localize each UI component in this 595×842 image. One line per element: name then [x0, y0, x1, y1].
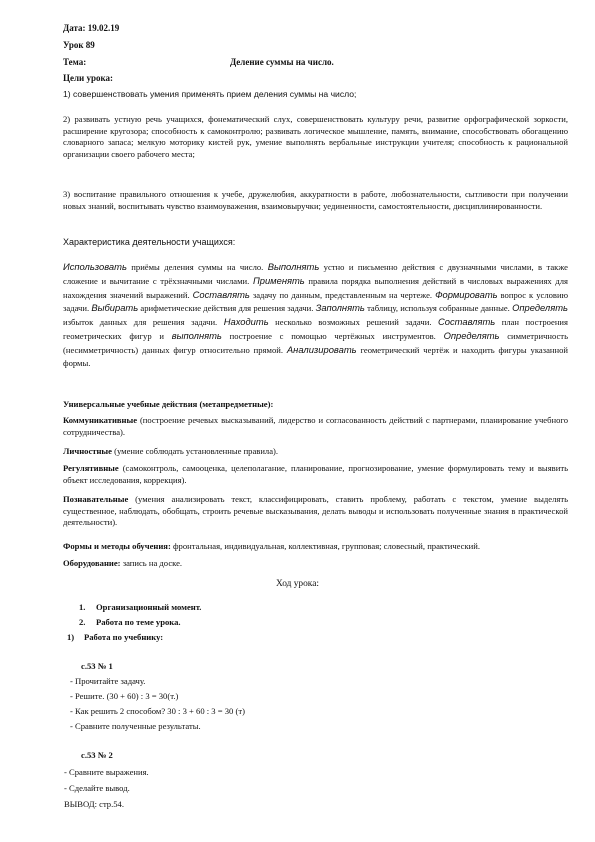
activity-block: [63, 260, 568, 369]
activity-verb: Использовать: [63, 261, 127, 272]
activity-segment: задачу по данным, представленным на чертеже.: [249, 289, 436, 300]
topic-label: Тема:: [63, 57, 87, 67]
forms-methods: [63, 541, 568, 553]
activity-segment: симметричность (несимметричность) данных фигур относительно прямой.: [63, 331, 568, 355]
activity-verb: Составлять: [437, 316, 496, 328]
step-2: [79, 617, 181, 629]
topic-value: Деление суммы на число.: [230, 57, 334, 67]
equipment: [63, 558, 568, 570]
activity-verb: Применять: [252, 274, 305, 286]
goal-1: 1) совершенствовать умения применять прием деления суммы на число;: [63, 89, 357, 99]
activity-segment: план построения геометрических фигур и: [63, 317, 568, 342]
goal-2: [63, 114, 568, 161]
goal-3: [63, 189, 568, 212]
activity-segment: вопрос к условию задачи.: [63, 289, 568, 314]
course-title: Ход урока:: [276, 579, 319, 589]
uud-regulatory-label: Регулятивные: [63, 463, 119, 473]
task-1-line-2: - Решите. (30 + 60) : 3 = 30(т.): [70, 691, 179, 701]
activity-segment: избыток данных для решения задачи.: [63, 317, 224, 328]
activity-segment: таблицу, используя собранные данные.: [364, 303, 513, 314]
task-1-line-4: - Сравните полученные результаты.: [70, 721, 201, 731]
activity-verb: Анализировать: [286, 343, 357, 355]
uud-cognitive: [63, 494, 568, 529]
uud-regulatory: [63, 463, 568, 486]
lesson-number: Урок 89: [63, 40, 95, 50]
equipment-text: запись на доске.: [120, 558, 183, 568]
activity-verb: Составлять: [192, 288, 250, 300]
uud-regulatory-text: (самоконтроль, самооценка, целеполагание, планирование, прогнозирование, умение формулировать тему и выявить объект исследования, коррекция).: [63, 463, 568, 485]
goal-2-text: 2) развивать устную речь учащихся, фонематический слух, совершенствовать культуру речи, развитие орфографической зоркости, расширение кругозора; способность к самоконтролю; развивать логическое мышление, память, внимание, способствовать обогащению словарного запаса; мелкую моторику кистей рук, умение выполнять вербальные инструкции учителя; способность к рациональной организации своего рабочего места;: [63, 114, 568, 160]
uud-cognitive-label: Познавательные: [63, 494, 129, 504]
uud-communicative-label: Коммуникативные: [63, 415, 138, 425]
task-1-title: с.53 № 1: [81, 661, 113, 671]
task-2-line-2: - Сделайте вывод.: [64, 783, 130, 793]
activity-verb: Заполнять: [315, 302, 365, 314]
equipment-label: Оборудование:: [63, 558, 121, 568]
forms-text: фронтальная, индивидуальная, коллективная, групповая; словесный, практический.: [170, 541, 481, 551]
task-2-line-1: - Сравните выражения.: [64, 767, 149, 777]
uud-communicative-text: (построение речевых высказываний, лидерство и согласованность действий с партнерами, планирование учебного сотрудничества).: [63, 415, 568, 437]
task-2-title: с.53 № 2: [81, 750, 113, 760]
goals-label: Цели урока:: [63, 73, 114, 83]
task-1-line-3: - Как решить 2 способом? 30 : 3 + 60 : 3 = 30 (т): [70, 706, 245, 716]
activity-segment: геометрический чертёж и находить фигуры указанной формы.: [63, 344, 568, 368]
step-2-text: Работа по теме урока.: [96, 617, 181, 627]
uud-communicative: [63, 415, 568, 438]
uud-personal-text: (умение соблюдать установленные правила).: [111, 446, 279, 456]
activity-segment: несколько возможных решений задачи.: [268, 317, 438, 328]
step-1-number: 1.: [79, 602, 86, 612]
step-2-number: 2.: [79, 617, 86, 627]
sub-step-number: 1): [67, 632, 75, 642]
activity-verb: Определять: [443, 330, 500, 342]
lesson-date: Дата: 19.02.19: [63, 23, 120, 33]
activity-segment: построение с помощью чертёжных инструментов.: [221, 331, 444, 342]
activity-title: Характеристика деятельности учащихся:: [63, 237, 236, 247]
activity-verb: Определять: [512, 302, 568, 314]
activity-segment: правила порядка выполнения действий в числовых выражениях для нахождения значений выражений.: [63, 275, 568, 300]
conclusion: ВЫВОД: стр.54.: [64, 799, 124, 809]
activity-verb: Формировать: [435, 288, 498, 300]
activity-verb: Находить: [223, 316, 269, 328]
goal-3-text: 3) воспитание правильного отношения к учебе, дружелюбия, аккуратности в работе, любознательности, сытливости при получении новых знаний, воспитывать чувство взаимоуважения, взаимовыручки; уединенности, самостоятельности, дисциплинированности.: [63, 189, 568, 211]
uud-personal: [63, 446, 568, 458]
uud-cognitive-text: (умения анализировать текст, классифицировать, ставить проблему, работать с текстом, умение выделять существенное, наблюдать, обобщать, строить речевые высказывания, делать выводы и использовать полученные знания в практической деятельности).: [63, 494, 568, 528]
activity-text: [63, 260, 568, 369]
sub-step-text: Работа по учебнику:: [84, 632, 164, 642]
activity-segment: устно и письменно действия с двузначными числами, в также сложение и вычитание с трёхзначными числами.: [63, 262, 568, 286]
sub-step-1: [67, 632, 163, 644]
activity-segment: приёмы деления суммы на число.: [126, 262, 268, 272]
activity-segment: арифметические действия для решения задачи.: [138, 303, 316, 314]
step-1: [79, 602, 201, 614]
activity-verb: Выполнять: [267, 261, 320, 272]
uud-personal-label: Личностные: [63, 446, 112, 456]
uud-title: Универсальные учебные действия (метапредметные):: [63, 399, 274, 409]
step-1-text: Организационный момент.: [96, 602, 202, 612]
forms-label: Формы и методы обучения:: [63, 541, 171, 551]
activity-verb: Выбирать: [91, 302, 139, 314]
activity-verb: выполнять: [171, 330, 222, 342]
task-1-line-1: - Прочитайте задачу.: [70, 676, 146, 686]
